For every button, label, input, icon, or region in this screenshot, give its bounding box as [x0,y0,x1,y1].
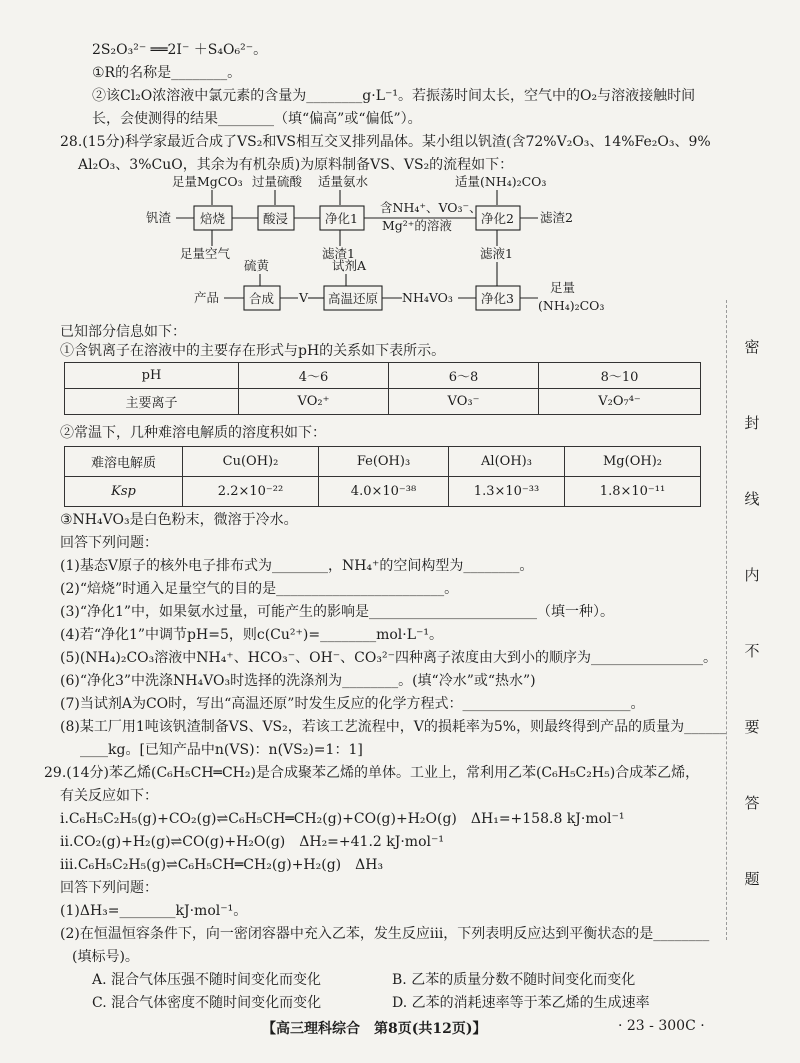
cell: 4～6 [239,363,389,389]
q28-intro-line1: 28.(15分)科学家最近合成了VS₂和VS相互交叉排列晶体。某小组以钒渣(含72%V₂O₃、14%Fe₂O₃、9% [60,134,711,150]
suff-label-1: 足量 [550,280,576,295]
label-ammonia: 适量氨水 [318,174,369,189]
question-chlorine-line1: ②该Cl₂O浓溶液中氯元素的含量为________g·L⁻¹。若振荡时间太长，空气中的O₂与溶液接触时间 [92,88,696,104]
reaction-1: ⅰ.C₆H₅C₂H₅(g)+CO₂(g)⇌C₆H₅CH═CH₂(g)+CO(g)+H₂O(g) ΔH₁=+158.8 kJ·mol⁻¹ [60,811,625,827]
product: 产品 [194,290,220,305]
seal-char: 封 [744,414,760,432]
info-1: ①含钒离子在溶液中的主要存在形式与pH的关系如下表所示。 [60,343,446,359]
q28-6: (6)“净化3”中洗涤NH₄VO₃时选择的洗涤剂为________。(填“冷水”或“热水”) [60,673,536,689]
question-r-name: ①R的名称是________。 [92,65,242,81]
seal-char: 答 [744,794,760,812]
q28-5: (5)(NH₄)₂CO₃溶液中NH₄⁺、HCO₃⁻、OH⁻、CO₃²⁻四种离子浓度由大到小的顺序为________________。 [60,650,717,666]
cell: Al(OH)₃ [449,447,565,477]
solution-label-2: Mg²⁺的溶液 [382,218,452,233]
option-b: B. 乙苯的质量分数不随时间变化而变化 [392,972,636,988]
seal-char: 题 [744,870,760,888]
cell: VO₂⁺ [239,389,389,415]
option-a: A. 混合气体压强不随时间变化而变化 [92,972,322,988]
question-chlorine-line2: 长，会使测得的结果________（填“偏高”或“偏低”）。 [92,111,422,127]
cell: 8～10 [539,363,701,389]
residue1: 滤渣1 [322,246,355,261]
cell: Cu(OH)₂ [183,447,319,477]
page-code: · 23 - 300C · [618,1018,705,1034]
label-sulfur: 硫黄 [244,258,270,273]
label-reagent-a: 试剂A [332,258,367,273]
iodine-equation: 2S₂O₃²⁻ ══2I⁻ ＋S₄O₆²⁻。 [92,42,268,58]
cell: pH [65,363,239,389]
cell: Fe(OH)₃ [319,447,449,477]
cell: 难溶电解质 [65,447,183,477]
info-3: ③NH₄VO₃是白色粉末，微溶于冷水。 [60,512,298,528]
reaction-2: ⅱ.CO₂(g)+H₂(g)⇌CO(g)+H₂O(g) ΔH₂=+41.2 kJ·mol⁻¹ [60,834,444,850]
cell: 6～8 [389,363,539,389]
residue2: 滤渣2 [540,210,573,225]
seal-char: 内 [744,566,760,584]
box-purify3-label: 净化3 [481,291,514,306]
q28-8-line2: ____kg。[已知产品中n(VS)：n(VS₂)=1：1] [80,742,363,758]
cell: 1.8×10⁻¹¹ [565,477,701,507]
ksp-table [64,446,701,507]
page-footer: 【高三理科综合 第8页(共12页)】 [262,1021,487,1037]
label-mgco3: 足量MgCO₃ [172,174,243,189]
cell: VO₃⁻ [389,389,539,415]
q28-7: (7)当试剂A为CO时，写出“高温还原”时发生反应的化学方程式：________________________。 [60,696,645,712]
q29-1: (1)ΔH₃=________kJ·mol⁻¹。 [60,903,248,919]
option-d: D. 乙苯的消耗速率等于苯乙烯的生成速率 [392,995,650,1011]
box-acid-leach-label: 酸浸 [263,211,289,226]
process-flowchart [140,172,610,320]
label-nh4co3: 适量(NH₄)₂CO₃ [455,174,547,189]
q28-1: (1)基态V原子的核外电子排布式为________，NH₄⁺的空间构型为________。 [60,558,534,574]
cell: Mg(OH)₂ [565,447,701,477]
box-roast-label: 焙烧 [200,211,226,226]
q28-intro-line2: Al₂O₃、3%CuO，其余为有机杂质)为原料制备VS、VS₂的流程如下： [78,157,514,173]
reaction-3: ⅲ.C₆H₅C₂H₅(g)⇌C₆H₅CH═CH₂(g)+H₂(g) ΔH₃ [60,857,384,873]
cell: 主要离子 [65,389,239,415]
nh4vo3-label: NH₄VO₃ [402,290,453,305]
known-info: 已知部分信息如下： [60,324,186,340]
q28-8-line1: (8)某工厂用1吨该钒渣制备VS、VS₂，若该工艺流程中，V的损耗率为5%，则最终得到产品的质量为______ [60,719,727,735]
cell: 2.2×10⁻²² [183,477,319,507]
raw-material: 钒渣 [146,210,172,225]
cell: 1.3×10⁻³³ [449,477,565,507]
cell: V₂O₇⁴⁻ [539,389,701,415]
filtrate1: 滤液1 [480,246,513,261]
q29-2-line2: (填标号)。 [72,949,139,965]
vanadium-ph-table [64,362,701,415]
cell: Ksp [65,477,183,507]
box-purify1-label: 净化1 [325,211,358,226]
box-purify2-label: 净化2 [481,211,514,226]
seal-char: 不 [744,642,760,660]
seal-char: 密 [744,338,760,356]
seal-char: 要 [744,718,760,736]
q28-4: (4)若“净化1”中调节pH=5，则c(Cu²⁺)=________mol·L⁻¹。 [60,627,444,643]
info-2: ②常温下，几种难溶电解质的溶度积如下： [60,425,326,441]
label-air: 足量空气 [180,246,231,261]
q29-intro-line1: 29.(14分)苯乙烯(C₆H₅CH═CH₂)是合成聚苯乙烯的单体。工业上，常利用乙苯(C₆H₅C₂H₅)合成苯乙烯， [44,765,700,781]
box-hot-reduce-label: 高温还原 [328,291,379,306]
q28-2: (2)“焙烧”时通入足量空气的目的是________________________。 [60,581,459,597]
answer-prompt-29: 回答下列问题： [60,880,158,896]
label-sulfuric-acid: 过量硫酸 [252,174,303,189]
answer-prompt-28: 回答下列问题： [60,535,158,551]
suff-label-2: (NH₄)₂CO₃ [538,298,605,313]
option-c: C. 混合气体密度不随时间变化而变化 [92,995,322,1011]
q29-2-line1: (2)在恒温恒容条件下，向一密闭容器中充入乙苯，发生反应ⅲ，下列表明反应达到平衡状态的是________ [60,926,710,942]
cell: 4.0×10⁻³⁸ [319,477,449,507]
seal-line [726,300,727,940]
seal-char: 线 [744,490,760,508]
q28-3: (3)“净化1”中，如果氨水过量，可能产生的影响是________________________（填一种）。 [60,604,615,620]
box-synthesis-label: 合成 [249,291,275,306]
vanadium-label: V [299,290,309,305]
solution-label-1: 含NH₄⁺、VO₃⁻、 [380,200,482,215]
q29-intro-line2: 有关反应如下： [60,788,158,804]
